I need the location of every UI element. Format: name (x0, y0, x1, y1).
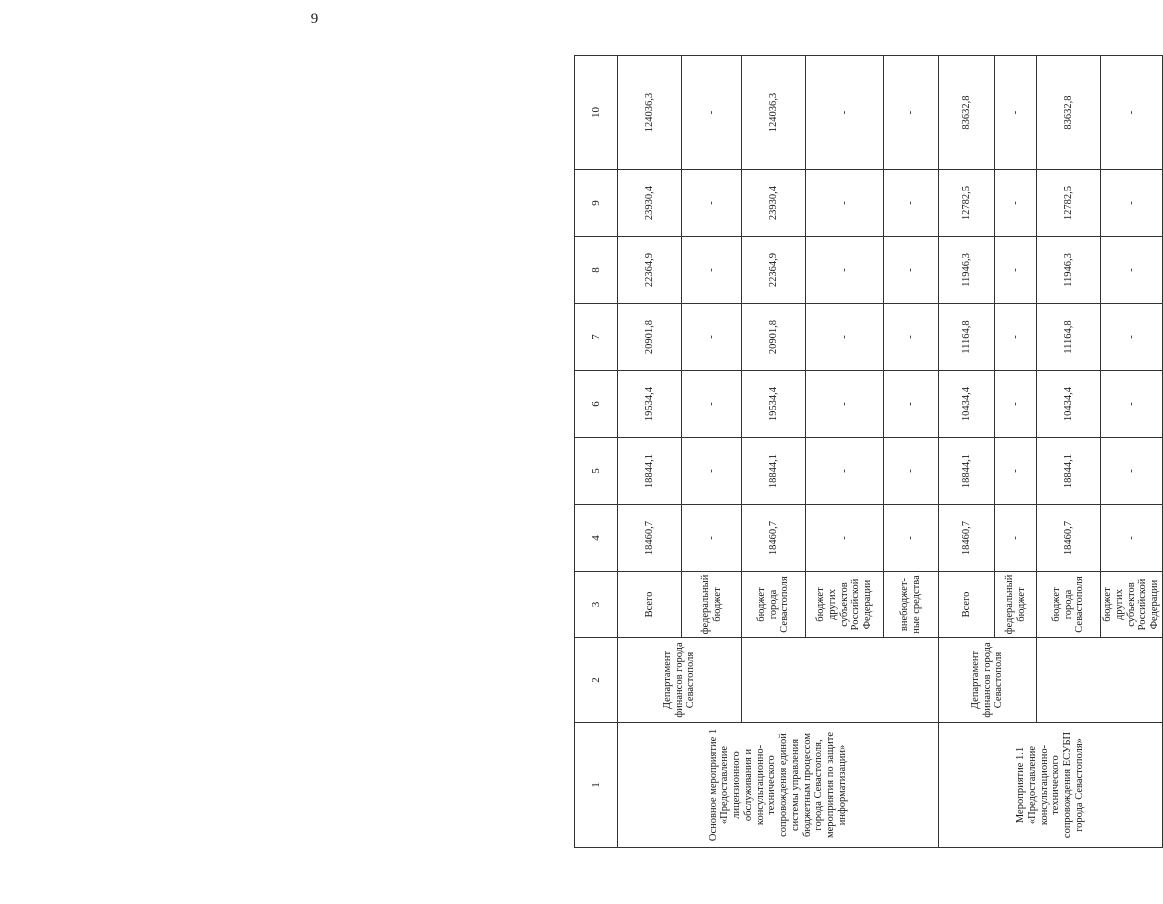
value-cell: - (806, 237, 884, 304)
value-cell: - (1101, 371, 1163, 438)
source-cell: бюджет города Севастополя (1037, 572, 1101, 638)
value-cell: 11946,3 (939, 237, 995, 304)
value-cell: - (1101, 237, 1163, 304)
value-cell: 124036,3 (742, 56, 806, 170)
column-header: 6 (575, 371, 618, 438)
executor-empty-cell (1037, 638, 1163, 723)
value-cell: - (806, 505, 884, 572)
value-cell: - (1101, 304, 1163, 371)
value-cell: - (995, 371, 1037, 438)
value-cell: - (995, 237, 1037, 304)
value-cell: - (995, 304, 1037, 371)
table-row (939, 56, 995, 848)
value-cell: 18844,1 (618, 438, 682, 505)
value-cell: - (995, 438, 1037, 505)
source-cell: бюджет других субъектов Российской Федерации (806, 572, 884, 638)
column-header: 3 (575, 572, 618, 638)
table-row (618, 56, 682, 848)
value-cell: - (884, 56, 939, 170)
source-cell: бюджет других субъектов Российской Федерации (1101, 572, 1163, 638)
value-cell: - (682, 371, 742, 438)
source-cell: федеральный бюджет (995, 572, 1037, 638)
column-header: 8 (575, 237, 618, 304)
event-name-cell: Мероприятие 1.1 «Предоставление консультационно-технического сопровождения ЕСУБП города Севастополя» (939, 723, 1163, 848)
value-cell: - (682, 237, 742, 304)
value-cell: 20901,8 (618, 304, 682, 371)
value-cell: - (1101, 505, 1163, 572)
value-cell: 83632,8 (939, 56, 995, 170)
source-cell: внебюджет-ные средства (884, 572, 939, 638)
value-cell: - (884, 505, 939, 572)
value-cell: - (682, 438, 742, 505)
value-cell: 18460,7 (939, 505, 995, 572)
source-cell: Всего (939, 572, 995, 638)
column-header: 1 (575, 723, 618, 848)
value-cell: - (806, 56, 884, 170)
value-cell: 11164,8 (1037, 304, 1101, 371)
column-header: 9 (575, 170, 618, 237)
value-cell: 18460,7 (742, 505, 806, 572)
source-cell: федеральный бюджет (682, 572, 742, 638)
column-header: 10 (575, 56, 618, 170)
executor-cell: Департамент финансов города Севастополя (618, 638, 742, 723)
column-header: 5 (575, 438, 618, 505)
value-cell: 18460,7 (618, 505, 682, 572)
value-cell: - (995, 505, 1037, 572)
value-cell: - (806, 304, 884, 371)
rotated-table-frame (574, 56, 1160, 848)
source-cell: бюджет города Севастополя (742, 572, 806, 638)
value-cell: 18460,7 (1037, 505, 1101, 572)
page-number: 9 (310, 11, 319, 27)
value-cell: - (884, 237, 939, 304)
value-cell: 18844,1 (939, 438, 995, 505)
value-cell: 124036,3 (618, 56, 682, 170)
value-cell: 11164,8 (939, 304, 995, 371)
column-header: 7 (575, 304, 618, 371)
column-header: 4 (575, 505, 618, 572)
value-cell: 18844,1 (742, 438, 806, 505)
value-cell: 10434,4 (1037, 371, 1101, 438)
source-cell: Всего (618, 572, 682, 638)
value-cell: - (682, 304, 742, 371)
header-row (575, 56, 618, 848)
executor-empty-cell (742, 638, 939, 723)
value-cell: 83632,8 (1037, 56, 1101, 170)
budget-table (574, 55, 1163, 848)
value-cell: - (806, 170, 884, 237)
event-name-cell: Основное мероприятие 1 «Предоставление лицензионного обслуживания и консультационно-технического сопровождения единой системы управления бюджетным процессом города Севастополя, мероприятия по защите информатизации» (618, 723, 939, 848)
value-cell: 23930,4 (618, 170, 682, 237)
value-cell: 19534,4 (742, 371, 806, 438)
value-cell: - (884, 304, 939, 371)
value-cell: 20901,8 (742, 304, 806, 371)
value-cell: - (806, 371, 884, 438)
column-header: 2 (575, 638, 618, 723)
value-cell: - (995, 170, 1037, 237)
value-cell: - (1101, 170, 1163, 237)
executor-cell: Департамент финансов города Севастополя (939, 638, 1037, 723)
value-cell: 19534,4 (618, 371, 682, 438)
value-cell: - (995, 56, 1037, 170)
value-cell: 23930,4 (742, 170, 806, 237)
value-cell: 12782,5 (1037, 170, 1101, 237)
value-cell: 11946,3 (1037, 237, 1101, 304)
value-cell: - (1101, 438, 1163, 505)
value-cell: 22364,9 (742, 237, 806, 304)
value-cell: - (682, 170, 742, 237)
value-cell: 12782,5 (939, 170, 995, 237)
value-cell: - (1101, 56, 1163, 170)
value-cell: - (682, 56, 742, 170)
value-cell: 10434,4 (939, 371, 995, 438)
value-cell: - (806, 438, 884, 505)
value-cell: - (682, 505, 742, 572)
value-cell: - (884, 438, 939, 505)
value-cell: 18844,1 (1037, 438, 1101, 505)
value-cell: - (884, 170, 939, 237)
value-cell: - (884, 371, 939, 438)
value-cell: 22364,9 (618, 237, 682, 304)
